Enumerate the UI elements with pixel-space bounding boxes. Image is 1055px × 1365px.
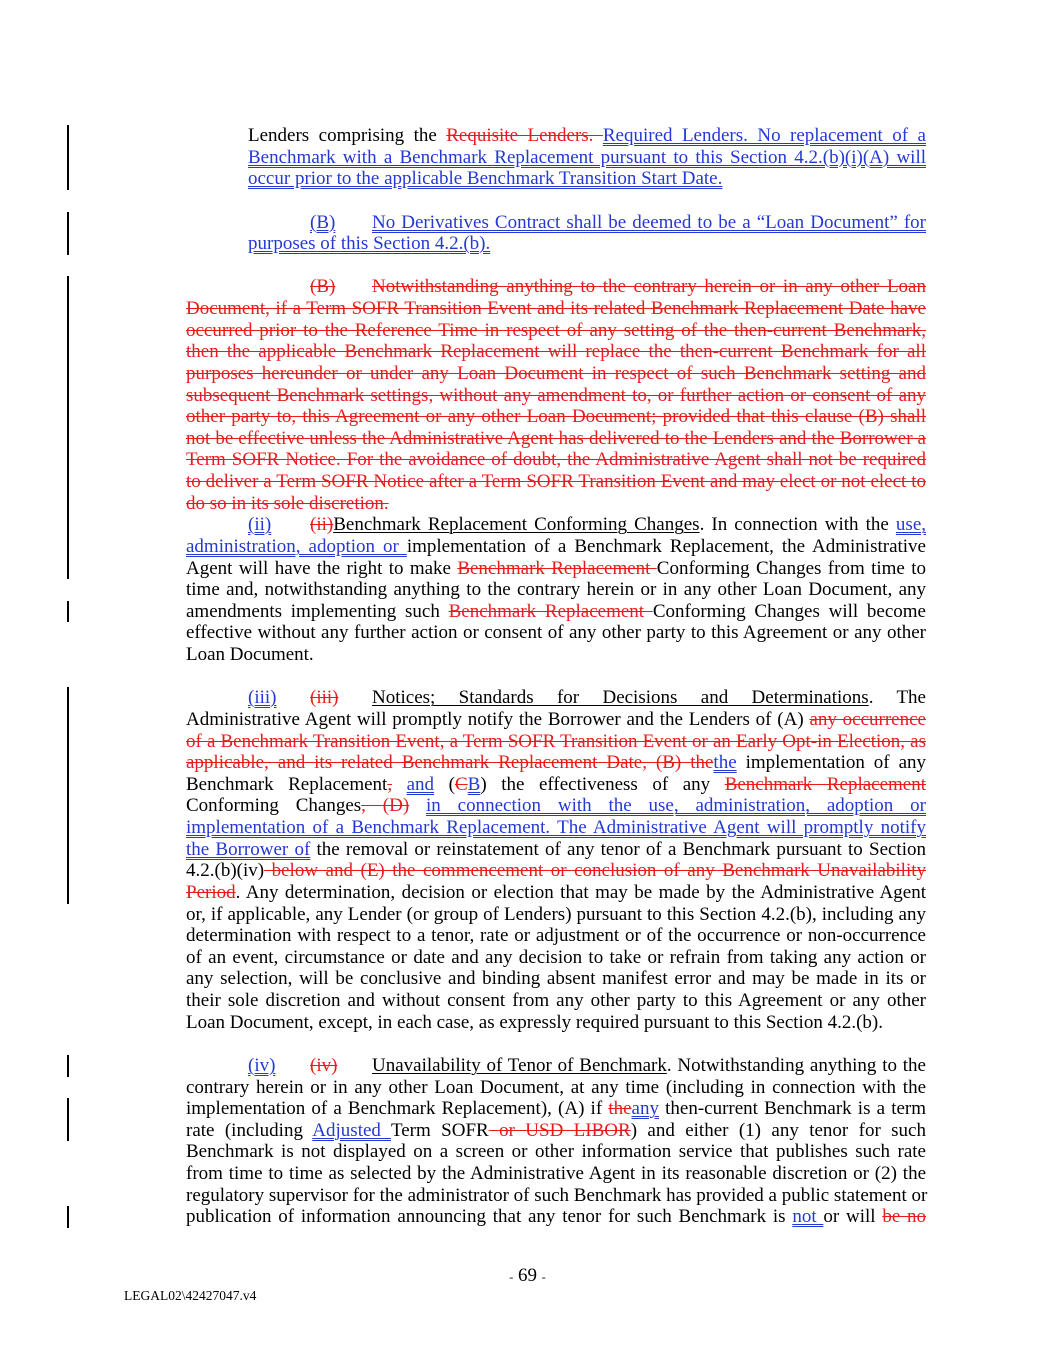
body-text: determination with respect to a tenor, rate or adjustment or of the occurrence or non-occurrence bbox=[186, 925, 926, 947]
deleted-text: (iii) bbox=[310, 687, 339, 709]
deleted-text: applicable, and its related Benchmark Replacement Date, (B) the bbox=[186, 752, 714, 774]
clause-number bbox=[248, 514, 310, 536]
text-line bbox=[186, 341, 926, 363]
page-number-value: 69 bbox=[518, 1265, 537, 1286]
deleted-text: Benchmark Replacement bbox=[457, 557, 657, 579]
text-line bbox=[186, 601, 926, 623]
change-bar bbox=[67, 774, 69, 796]
text-line bbox=[186, 709, 926, 731]
clause-number bbox=[310, 1055, 372, 1077]
deleted-text: or USD LIBOR bbox=[488, 1119, 631, 1141]
body-text: 4.2.(b)(iv) bbox=[186, 860, 265, 882]
text-line bbox=[248, 168, 926, 190]
line-text bbox=[186, 1098, 926, 1120]
text-line bbox=[186, 428, 926, 450]
body-text: publication of information announcing that any tenor for such Benchmark is bbox=[186, 1206, 793, 1228]
line-text bbox=[372, 687, 926, 709]
body-text: Agent will have the right to make bbox=[186, 557, 458, 579]
line-text bbox=[186, 817, 926, 839]
deleted-text: Benchmark Replacement bbox=[448, 600, 653, 622]
inserted-text: administration, adoption or bbox=[186, 535, 407, 557]
change-bar bbox=[67, 687, 69, 709]
text-line bbox=[186, 1098, 926, 1120]
body-text: Administrative Agent will promptly notify the Borrower and the Lenders of (A) bbox=[186, 708, 810, 730]
text-line bbox=[186, 471, 926, 493]
change-bar bbox=[67, 752, 69, 774]
change-bar bbox=[67, 363, 69, 385]
text-line bbox=[186, 1120, 926, 1142]
line-text bbox=[248, 125, 926, 147]
deleted-text: C bbox=[454, 773, 468, 795]
page-number-dash-left: - bbox=[509, 1270, 514, 1284]
text-line bbox=[186, 687, 926, 709]
body-text: Benchmark is not displayed on a screen or other information service that publishes such rate bbox=[186, 1141, 926, 1163]
inserted-text: No Derivatives Contract shall be deemed to be a “Loan Document” for bbox=[372, 211, 926, 233]
text-line bbox=[186, 947, 926, 969]
text-line bbox=[186, 276, 926, 298]
change-bar bbox=[67, 558, 69, 580]
change-bar bbox=[67, 1120, 69, 1142]
change-bar bbox=[67, 860, 69, 882]
change-bar bbox=[67, 276, 69, 298]
change-bar bbox=[67, 168, 69, 190]
deleted-text: the bbox=[608, 1098, 632, 1120]
change-bar bbox=[67, 341, 69, 363]
line-text bbox=[186, 1077, 926, 1099]
text-line bbox=[186, 406, 926, 428]
text-line bbox=[186, 644, 926, 666]
text-line bbox=[186, 860, 926, 882]
inserted-text: not bbox=[792, 1206, 824, 1228]
line-text bbox=[186, 385, 926, 407]
inserted-text: use, bbox=[895, 514, 926, 536]
body-text: effective without any further action or consent of any other party to this Agreement or any other bbox=[186, 622, 926, 644]
paragraph bbox=[186, 1055, 926, 1228]
document-body bbox=[186, 0, 926, 1228]
line-text bbox=[186, 990, 926, 1012]
body-text bbox=[392, 774, 407, 795]
inserted-text: B bbox=[467, 773, 481, 795]
line-text bbox=[186, 406, 926, 428]
inserted-text: purposes of this Section 4.2.(b). bbox=[248, 233, 491, 255]
inserted-text: the bbox=[713, 752, 737, 774]
text-line bbox=[186, 363, 926, 385]
deleted-text: be no bbox=[882, 1206, 927, 1228]
line-text bbox=[186, 1012, 926, 1034]
line-text bbox=[186, 644, 926, 666]
text-line bbox=[186, 1185, 926, 1207]
paragraph bbox=[186, 276, 926, 514]
underlined-heading: Unavailability of Tenor of Benchmark bbox=[372, 1054, 667, 1076]
deleted-text: do so in its sole discretion. bbox=[186, 492, 389, 514]
line-text bbox=[186, 1141, 926, 1163]
line-text bbox=[186, 579, 926, 601]
deleted-text: , bbox=[387, 773, 393, 795]
text-line bbox=[186, 925, 926, 947]
body-text: implementation of a Benchmark Replacement, the Administrative bbox=[406, 535, 926, 557]
line-text bbox=[186, 1120, 926, 1142]
change-bar bbox=[67, 709, 69, 731]
change-bar bbox=[67, 817, 69, 839]
line-text bbox=[186, 795, 926, 817]
clause-number bbox=[248, 687, 310, 709]
line-text bbox=[372, 212, 926, 234]
line-text bbox=[186, 428, 926, 450]
line-text bbox=[186, 1206, 926, 1228]
body-text: . Notwithstanding anything to the bbox=[666, 1054, 926, 1076]
deleted-text: to deliver a Term SOFR Notice after a Term SOFR Transition Event and may elect or not elect to bbox=[186, 471, 926, 492]
body-text: Term SOFR bbox=[390, 1119, 489, 1141]
body-text: ) the effectiveness of any bbox=[480, 773, 725, 795]
page-number-dash-right: - bbox=[541, 1270, 546, 1284]
line-text bbox=[186, 363, 926, 385]
body-text: Benchmark Replacement bbox=[186, 773, 388, 795]
line-text bbox=[186, 752, 926, 774]
line-text bbox=[186, 947, 926, 969]
line-text bbox=[186, 968, 926, 990]
inserted-text: implementation of a Benchmark Replacement. The Administrative Agent will promptly notify bbox=[186, 817, 926, 838]
body-text: the removal or reinstatement of any tenor of a Benchmark pursuant to Section bbox=[310, 838, 926, 860]
clause-number bbox=[310, 687, 372, 709]
line-text bbox=[310, 514, 926, 536]
text-line bbox=[248, 233, 926, 255]
line-text bbox=[248, 147, 926, 169]
line-text bbox=[186, 839, 926, 861]
inserted-text: occur prior to the applicable Benchmark Transition Start Date. bbox=[248, 168, 723, 190]
body-text: Conforming Changes bbox=[186, 795, 362, 817]
inserted-text: (iv) bbox=[248, 1054, 276, 1076]
line-text bbox=[186, 731, 926, 753]
change-bar bbox=[67, 1206, 69, 1228]
line-text bbox=[248, 168, 926, 190]
change-bar bbox=[67, 471, 69, 493]
text-line bbox=[186, 882, 926, 904]
underlined-heading: Benchmark Replacement Conforming Changes bbox=[333, 514, 700, 536]
body-text: rate (including bbox=[186, 1119, 313, 1141]
change-bar bbox=[67, 1055, 69, 1077]
line-text bbox=[186, 709, 926, 731]
deleted-text: then the applicable Benchmark Replacement will replace the then-current Benchmark for all bbox=[186, 341, 926, 363]
inserted-text: and bbox=[406, 773, 435, 795]
line-text bbox=[186, 341, 926, 363]
body-text: implementation of any bbox=[736, 752, 927, 774]
change-bar bbox=[67, 385, 69, 407]
text-line bbox=[186, 795, 926, 817]
line-text bbox=[372, 1055, 926, 1077]
text-line bbox=[186, 298, 926, 320]
inserted-text: (ii) bbox=[248, 514, 272, 536]
deleted-text: (B) bbox=[310, 276, 336, 298]
deleted-text: not be effective unless the Administrative Agent has delivered to the Lenders and the Borrower a bbox=[186, 427, 926, 449]
text-line bbox=[186, 968, 926, 990]
change-bar bbox=[67, 298, 69, 320]
text-line bbox=[186, 493, 926, 515]
inserted-text: any bbox=[631, 1098, 659, 1120]
body-text: of an event, circumstance or date and any decision to take or refrain from taking any action or bbox=[186, 946, 926, 968]
body-text: regulatory supervisor for the administrator of such Benchmark has provided a public statement or bbox=[186, 1184, 928, 1206]
line-text bbox=[186, 536, 926, 558]
text-line bbox=[186, 752, 926, 774]
line-text bbox=[186, 471, 926, 493]
body-text: Loan Document, except, in each case, as expressly required pursuant to this Section 4.2.(b). bbox=[186, 1011, 883, 1033]
inserted-text: (iii) bbox=[248, 687, 277, 709]
text-line bbox=[248, 147, 926, 169]
clause-number bbox=[310, 276, 372, 298]
text-line bbox=[186, 731, 926, 753]
clause-number bbox=[310, 212, 372, 234]
body-text: contrary herein or in any other Loan Document, at any time (including in connection with the bbox=[186, 1076, 926, 1098]
inserted-text: in connection with the use, administration, adoption or bbox=[426, 795, 926, 817]
change-bar bbox=[67, 731, 69, 753]
text-line bbox=[186, 1077, 926, 1099]
line-text bbox=[186, 925, 926, 947]
line-text bbox=[186, 774, 926, 796]
text-line bbox=[186, 622, 926, 644]
body-text: time and, notwithstanding anything to the contrary herein or in any other Loan Document, any bbox=[186, 579, 926, 601]
paragraph bbox=[248, 212, 926, 255]
text-line bbox=[186, 449, 926, 471]
inserted-text: Adjusted bbox=[312, 1119, 391, 1141]
change-bar bbox=[67, 428, 69, 450]
line-text bbox=[186, 320, 926, 342]
deleted-text: below and (E) the commencement or conclusion of any Benchmark Unavailability bbox=[264, 860, 926, 882]
paragraph bbox=[186, 687, 926, 1033]
clause-number bbox=[248, 1055, 310, 1077]
body-text: Conforming Changes will become bbox=[652, 600, 926, 622]
line-text bbox=[186, 298, 926, 320]
body-text: . The bbox=[868, 687, 926, 709]
body-text bbox=[409, 795, 426, 816]
change-bar bbox=[67, 1098, 69, 1120]
text-line bbox=[248, 125, 926, 147]
line-text bbox=[186, 860, 926, 882]
change-bar bbox=[67, 406, 69, 428]
text-line bbox=[186, 558, 926, 580]
body-text: or will bbox=[823, 1206, 883, 1228]
deleted-text: Document, if a Term SOFR Transition Event and its related Benchmark Replacement Date have bbox=[186, 298, 926, 319]
deleted-text: , (D) bbox=[361, 795, 410, 817]
deleted-text: Term SOFR Notice. For the avoidance of doubt, the Administrative Agent shall not be required bbox=[186, 449, 926, 471]
deleted-text: Period bbox=[186, 881, 236, 903]
text-line bbox=[186, 990, 926, 1012]
line-text bbox=[186, 493, 926, 515]
text-line bbox=[186, 1206, 926, 1228]
line-text bbox=[186, 601, 926, 623]
body-text: their sole discretion and without consent from any other party to this Agreement or any other bbox=[186, 990, 926, 1011]
body-text: from time to time as selected by the Administrative Agent in its reasonable discretion or (2) the bbox=[186, 1163, 926, 1184]
line-text bbox=[186, 882, 926, 904]
body-text: any selection, will be conclusive and binding absent manifest error and may be made in its or bbox=[186, 968, 926, 990]
text-line bbox=[186, 536, 926, 558]
change-bar bbox=[67, 882, 69, 904]
underlined-heading: Notices; Standards for Decisions and Determinations bbox=[372, 687, 869, 709]
paragraph bbox=[186, 514, 926, 665]
body-text: then-current Benchmark is a term bbox=[658, 1098, 927, 1120]
deleted-text: any occurrence bbox=[809, 708, 926, 730]
body-text: . Any determination, decision or election that may be made by the Administrative Agent bbox=[235, 881, 926, 903]
line-text bbox=[186, 449, 926, 471]
text-line bbox=[186, 385, 926, 407]
deleted-text: of a Benchmark Transition Event, a Term SOFR Transition Event or an Early Opt-in Election, as bbox=[186, 730, 926, 752]
body-text: implementation of a Benchmark Replacement), (A) if bbox=[186, 1098, 609, 1120]
deleted-text: purposes hereunder or under any Loan Document in respect of such Benchmark setting and bbox=[186, 362, 926, 384]
change-bar bbox=[67, 125, 69, 147]
deleted-text: (ii) bbox=[310, 514, 334, 536]
deleted-text: occurred prior to the Reference Time in respect of any setting of the then-current Benchmark, bbox=[186, 319, 926, 341]
inserted-text: Required Lenders. No replacement of a bbox=[602, 125, 926, 146]
body-text: amendments implementing such bbox=[186, 600, 449, 622]
change-bar bbox=[67, 449, 69, 471]
line-text bbox=[186, 622, 926, 644]
inserted-text: the Borrower of bbox=[186, 838, 311, 860]
text-line bbox=[186, 904, 926, 926]
deleted-text: Benchmark Replacement bbox=[724, 773, 927, 795]
line-text bbox=[186, 1185, 926, 1207]
page-number bbox=[0, 1265, 1055, 1288]
change-bar bbox=[67, 514, 69, 536]
line-text bbox=[186, 904, 926, 926]
body-text: ( bbox=[434, 773, 455, 795]
text-line bbox=[186, 579, 926, 601]
paragraph bbox=[248, 125, 926, 190]
change-bar bbox=[67, 233, 69, 255]
change-bar bbox=[67, 601, 69, 623]
change-bar bbox=[67, 320, 69, 342]
deleted-text: subsequent Benchmark settings, without any amendment to, or further action or consent of any bbox=[186, 384, 926, 406]
line-text bbox=[186, 1163, 926, 1185]
body-text: or, if applicable, any Lender (or group of Lenders) pursuant to this Section 4.2.(b), including any bbox=[186, 903, 926, 925]
line-text bbox=[186, 558, 926, 580]
body-text: . In connection with the bbox=[699, 514, 896, 536]
change-bar bbox=[67, 147, 69, 169]
inserted-text: Benchmark with a Benchmark Replacement pursuant to this Section 4.2.(b)(i)(A) will bbox=[248, 146, 926, 168]
change-bar bbox=[67, 212, 69, 234]
deleted-text: other party to, this Agreement or any other Loan Document; provided that this clause (B) shall bbox=[186, 406, 926, 428]
change-bar bbox=[67, 493, 69, 515]
text-line bbox=[186, 320, 926, 342]
text-line bbox=[248, 212, 926, 234]
text-line bbox=[186, 1055, 926, 1077]
text-line bbox=[186, 1141, 926, 1163]
body-text: Loan Document. bbox=[186, 644, 314, 665]
change-bar bbox=[67, 536, 69, 558]
deleted-text: Notwithstanding anything to the contrary herein or in any other Loan bbox=[372, 276, 926, 298]
change-bar bbox=[67, 795, 69, 817]
body-text: Lenders comprising the bbox=[248, 125, 447, 146]
text-line bbox=[186, 839, 926, 861]
deleted-text: Requisite Lenders. bbox=[446, 125, 603, 146]
text-line bbox=[186, 774, 926, 796]
change-bar bbox=[67, 839, 69, 861]
inserted-text: (B) bbox=[310, 211, 336, 233]
body-text: ) and either (1) any tenor for such bbox=[630, 1119, 926, 1141]
line-text bbox=[372, 276, 926, 298]
deleted-text: (iv) bbox=[310, 1054, 338, 1076]
text-line bbox=[186, 817, 926, 839]
text-line bbox=[186, 514, 926, 536]
text-line bbox=[186, 1012, 926, 1034]
document-id: LEGAL02\42427047.v4 bbox=[124, 1288, 257, 1303]
line-text bbox=[248, 233, 926, 255]
body-text: Conforming Changes from time to bbox=[656, 557, 926, 579]
text-line bbox=[186, 1163, 926, 1185]
